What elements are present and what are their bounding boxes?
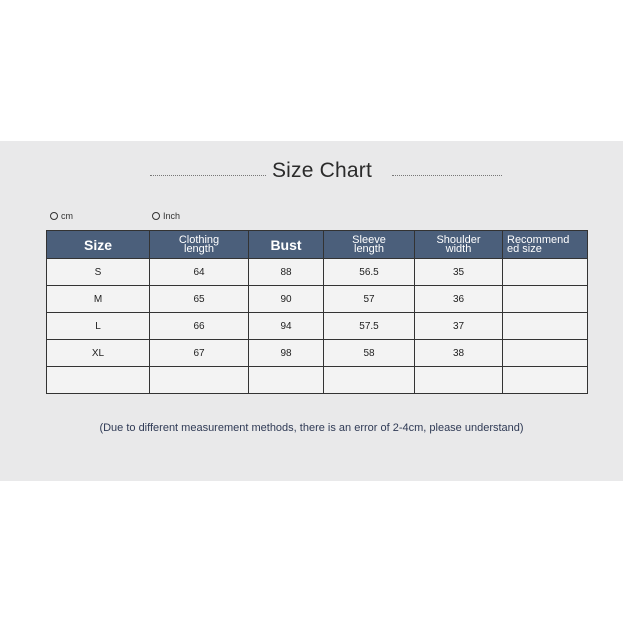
- title-row: [0, 159, 623, 187]
- header-bust: [249, 231, 324, 259]
- table-row: [47, 313, 588, 340]
- table-cell: 56.5: [324, 259, 415, 286]
- table-cell: M: [47, 286, 150, 313]
- table-cell: [324, 367, 415, 394]
- unit-label-cm: cm: [61, 211, 73, 221]
- header-size: [47, 231, 150, 259]
- measurement-note: (Due to different measurement methods, there is an error of 2-4cm, please understand): [99, 422, 524, 434]
- table-cell: [503, 286, 588, 313]
- table-header-row: [47, 231, 588, 259]
- table-cell: [150, 367, 249, 394]
- header-line: ed size: [507, 242, 542, 255]
- header-line: length: [354, 242, 384, 255]
- radio-icon[interactable]: [152, 212, 160, 220]
- size-table: [46, 230, 588, 394]
- table-cell: 35: [415, 259, 503, 286]
- table-row: [47, 340, 588, 367]
- unit-option-inch[interactable]: [152, 211, 180, 221]
- header-sleeve-length: [324, 231, 415, 259]
- unit-label-inch: Inch: [163, 211, 181, 221]
- header-line: Sleeve: [352, 233, 386, 246]
- table-cell: XL: [47, 340, 150, 367]
- table-cell: L: [47, 313, 150, 340]
- table-row: [47, 286, 588, 313]
- table-cell: 57: [324, 286, 415, 313]
- table-cell: 64: [150, 259, 249, 286]
- header-line: Clothing: [178, 233, 220, 246]
- table-cell: 66: [150, 313, 249, 340]
- table-cell: 38: [415, 340, 503, 367]
- table-cell: 90: [249, 286, 324, 313]
- table-cell: 36: [415, 286, 503, 313]
- header-size-label: Size: [83, 236, 112, 253]
- header-line: Shoulder: [436, 233, 481, 246]
- table-cell: 58: [324, 340, 415, 367]
- table-cell: 98: [249, 340, 324, 367]
- table-cell: 94: [249, 313, 324, 340]
- table-cell: [503, 259, 588, 286]
- table-cell: [415, 367, 503, 394]
- table-cell: [47, 367, 150, 394]
- header-clothing-length: [150, 231, 249, 259]
- table-cell: 57.5: [324, 313, 415, 340]
- table-cell: S: [47, 259, 150, 286]
- table-cell: [503, 313, 588, 340]
- table-cell: [503, 367, 588, 394]
- radio-icon[interactable]: [50, 212, 58, 220]
- table-cell: 37: [415, 313, 503, 340]
- table-row: [47, 367, 588, 394]
- title-divider-left: [150, 175, 266, 176]
- size-chart-panel: [0, 141, 623, 481]
- table-cell: [503, 340, 588, 367]
- unit-option-cm[interactable]: [50, 211, 73, 221]
- header-shoulder-width: [415, 231, 503, 259]
- table-cell: 65: [150, 286, 249, 313]
- table-cell: 88: [249, 259, 324, 286]
- table-cell: 67: [150, 340, 249, 367]
- header-line: width: [445, 242, 472, 255]
- page-title: Size Chart: [271, 159, 373, 182]
- table-row: [47, 259, 588, 286]
- header-recommended-size: [503, 231, 588, 259]
- title-divider-right: [392, 175, 502, 176]
- header-line: Recommend: [507, 233, 570, 246]
- header-line: length: [184, 242, 214, 255]
- table-cell: [249, 367, 324, 394]
- header-bust-label: Bust: [270, 236, 302, 253]
